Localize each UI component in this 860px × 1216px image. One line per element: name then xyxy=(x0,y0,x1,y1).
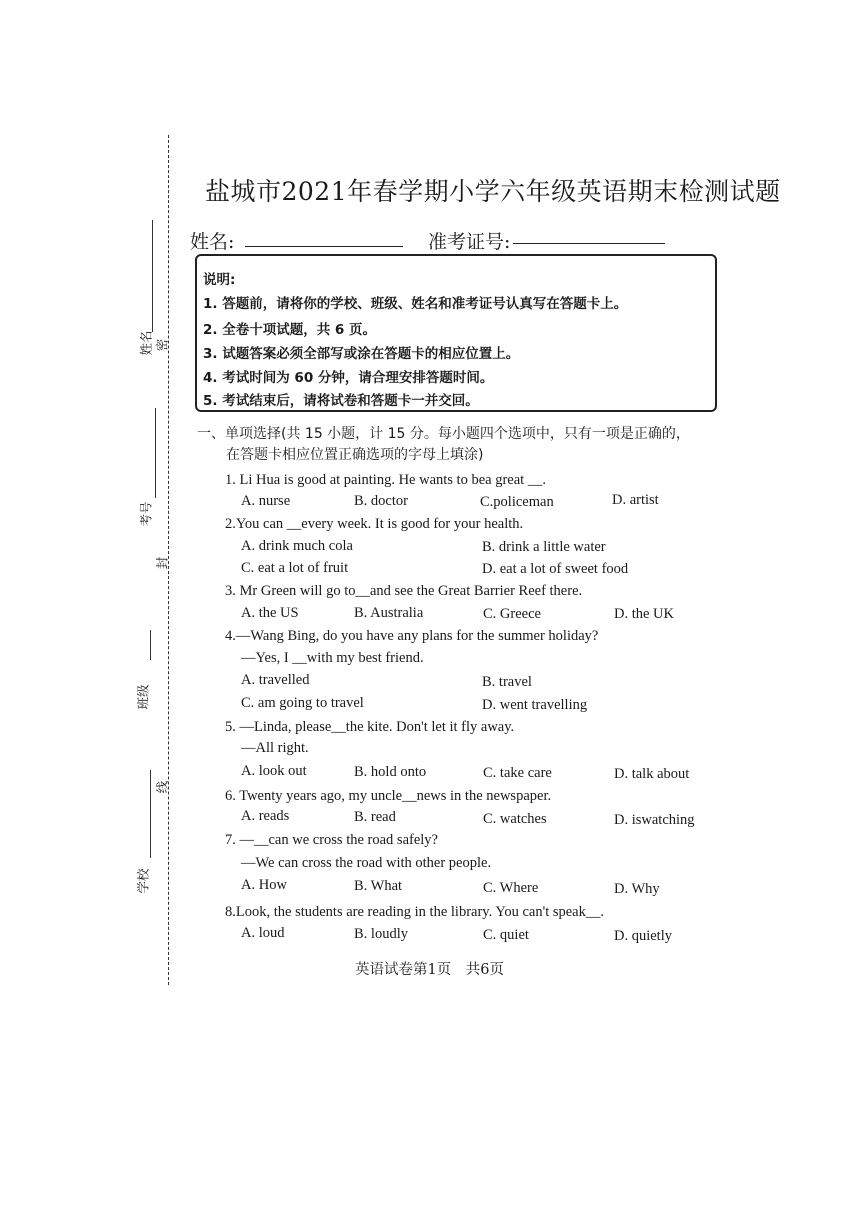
question-7: 7. —__can we cross the road safely? xyxy=(225,832,438,848)
q1-option-d[interactable]: D. artist xyxy=(612,492,659,508)
name-field[interactable] xyxy=(245,246,403,247)
question-8: 8.Look, the students are reading in the library. You can't speak__. xyxy=(225,904,604,920)
q8-option-d[interactable]: D. quietly xyxy=(614,928,672,944)
question-1: 1. Li Hua is good at painting. He wants to bea great __. xyxy=(225,472,546,488)
q8-option-b[interactable]: B. loudly xyxy=(354,926,408,942)
seal-char-1: 密 xyxy=(154,338,170,352)
q5-option-a[interactable]: A. look out xyxy=(241,763,307,779)
q7-option-c[interactable]: C. Where xyxy=(483,880,539,896)
instructions-heading: 说明: xyxy=(203,272,236,288)
q7-option-a[interactable]: A. How xyxy=(241,877,287,893)
q5-option-b[interactable]: B. hold onto xyxy=(354,764,427,780)
margin-class-label: 班级 xyxy=(135,684,151,710)
q8-option-c[interactable]: C. quiet xyxy=(483,927,529,943)
q7-option-b[interactable]: B. What xyxy=(354,878,403,894)
question-4-reply: —Yes, I __with my best friend. xyxy=(241,650,424,666)
q2-option-d[interactable]: D. eat a lot of sweet food xyxy=(482,561,629,577)
exam-id-field[interactable] xyxy=(513,243,665,244)
q5-option-c[interactable]: C. take care xyxy=(483,765,552,781)
page-footer: 英语试卷第1页 共6页 xyxy=(355,962,504,978)
q3-option-c[interactable]: C. Greece xyxy=(483,606,541,622)
q7-option-d[interactable]: D. Why xyxy=(614,881,660,897)
margin-exam-no-label: 考号 xyxy=(138,501,154,527)
q2-option-b[interactable]: B. drink a little water xyxy=(482,539,606,555)
q4-option-d[interactable]: D. went travelling xyxy=(482,697,588,713)
section-heading-cont: 在答题卡相应位置正确选项的字母上填涂) xyxy=(226,447,484,463)
q4-option-b[interactable]: B. travel xyxy=(482,674,532,690)
q6-option-b[interactable]: B. read xyxy=(354,809,396,825)
question-5: 5. —Linda, please__the kite. Don't let it fly away. xyxy=(225,719,515,735)
class-blank-line xyxy=(150,630,151,660)
q1-option-a[interactable]: A. nurse xyxy=(241,493,291,509)
page-title: 盐城市2021年春学期小学六年级英语期末检测试题 xyxy=(205,177,781,206)
q6-option-a[interactable]: A. reads xyxy=(241,808,290,824)
question-6: 6. Twenty years ago, my uncle__news in the newspaper. xyxy=(225,788,552,804)
instruction-item: 4. 考试时间为 60 分钟，请合理安排答题时间。 xyxy=(203,370,494,386)
seal-char-3: 线 xyxy=(154,780,170,794)
exam-id-label: 准考证号: xyxy=(428,231,511,253)
q6-option-c[interactable]: C. watches xyxy=(483,811,547,827)
question-7-reply: —We can cross the road with other people. xyxy=(241,855,492,871)
question-3: 3. Mr Green will go to__and see the Great Barrier Reef there. xyxy=(225,583,583,599)
instruction-item: 3. 试题答案必须全部写或涂在答题卡的相应位置上。 xyxy=(203,346,520,362)
q1-option-c[interactable]: C.policeman xyxy=(480,494,554,510)
q2-option-a[interactable]: A. drink much cola xyxy=(241,538,353,554)
q2-option-c[interactable]: C. eat a lot of fruit xyxy=(241,560,349,576)
section-heading: 一、单项选择(共 15 小题，计 15 分。每小题四个选项中，只有一项是正确的， xyxy=(197,426,690,442)
question-4: 4.—Wang Bing, do you have any plans for the summer holiday? xyxy=(225,628,599,644)
margin-school-label: 学校 xyxy=(135,868,151,894)
exam-no-blank-line xyxy=(155,408,156,498)
q4-option-a[interactable]: A. travelled xyxy=(241,672,310,688)
school-blank-line xyxy=(150,770,151,858)
question-2: 2.You can __every week. It is good for your health. xyxy=(225,516,524,532)
seal-char-2: 封 xyxy=(154,556,170,570)
instruction-item: 1. 答题前，请将你的学校、班级、姓名和准考证号认真写在答题卡上。 xyxy=(203,296,628,312)
name-blank-line xyxy=(152,220,153,332)
q3-option-d[interactable]: D. the UK xyxy=(614,606,675,622)
q3-option-a[interactable]: A. the US xyxy=(241,605,299,621)
q5-option-d[interactable]: D. talk about xyxy=(614,766,690,782)
instruction-item: 5. 考试结束后，请将试卷和答题卡一并交回。 xyxy=(203,393,479,409)
q4-option-c[interactable]: C. am going to travel xyxy=(241,695,364,711)
q8-option-a[interactable]: A. loud xyxy=(241,925,285,941)
margin-name-label: 姓名 xyxy=(138,330,154,356)
name-label: 姓名: xyxy=(190,231,235,253)
instruction-item: 2. 全卷十项试题，共 6 页。 xyxy=(203,322,377,338)
q6-option-d[interactable]: D. iswatching xyxy=(614,812,695,828)
q1-option-b[interactable]: B. doctor xyxy=(354,493,408,509)
question-5-reply: —All right. xyxy=(241,740,309,756)
q3-option-b[interactable]: B. Australia xyxy=(354,605,424,621)
